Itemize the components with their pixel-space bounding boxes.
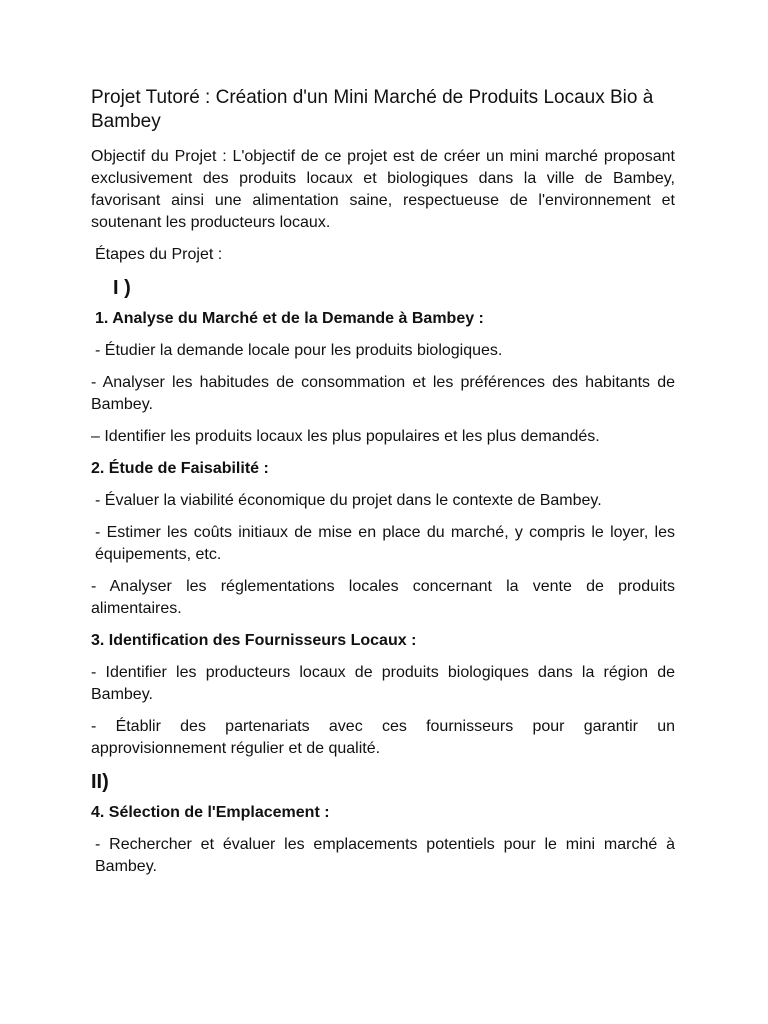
section-heading-1: 1. Analyse du Marché et de la Demande à Bambey : xyxy=(95,310,484,327)
section-1-item-1: - Étudier la demande locale pour les produits biologiques. xyxy=(95,342,503,359)
document-body xyxy=(91,86,675,888)
section-heading-2: 2. Étude de Faisabilité : xyxy=(91,460,269,477)
part-two-heading: II) xyxy=(91,771,109,793)
section-1-item-2: - Analyser les habitudes de consommation et les préférences des habitants de Bambey. xyxy=(91,374,675,413)
section-heading-3: 3. Identification des Fournisseurs Locaux : xyxy=(91,632,417,649)
section-3-item-2: - Établir des partenariats avec ces fournisseurs pour garantir un approvisionnement régulier et de qualité. xyxy=(91,718,675,757)
part-one-heading: I ) xyxy=(113,277,131,299)
steps-label: Étapes du Projet : xyxy=(95,246,223,263)
section-3-item-1: - Identifier les producteurs locaux de produits biologiques dans la région de Bambey. xyxy=(91,664,675,703)
section-2-item-3: - Analyser les réglementations locales concernant la vente de produits alimentaires. xyxy=(91,578,675,617)
objective-paragraph: Objectif du Projet : L'objectif de ce projet est de créer un mini marché proposant exclusivement des produits locaux et biologiques dans la ville de Bambey, favorisant ainsi une alimentation saine, respectueuse de l'environnement et soutenant les producteurs locaux. xyxy=(91,148,675,231)
section-1-item-3: – Identifier les produits locaux les plus populaires et les plus demandés. xyxy=(91,428,600,445)
section-2-item-2: - Estimer les coûts initiaux de mise en place du marché, y compris le loyer, les équipements, etc. xyxy=(95,524,675,563)
section-heading-4: 4. Sélection de l'Emplacement : xyxy=(91,804,330,821)
section-4-item-1: - Rechercher et évaluer les emplacements potentiels pour le mini marché à Bambey. xyxy=(95,836,675,875)
section-2-item-1: - Évaluer la viabilité économique du projet dans le contexte de Bambey. xyxy=(95,492,602,509)
document-title: Projet Tutoré : Création d'un Mini Marché de Produits Locaux Bio à Bambey xyxy=(91,87,654,132)
